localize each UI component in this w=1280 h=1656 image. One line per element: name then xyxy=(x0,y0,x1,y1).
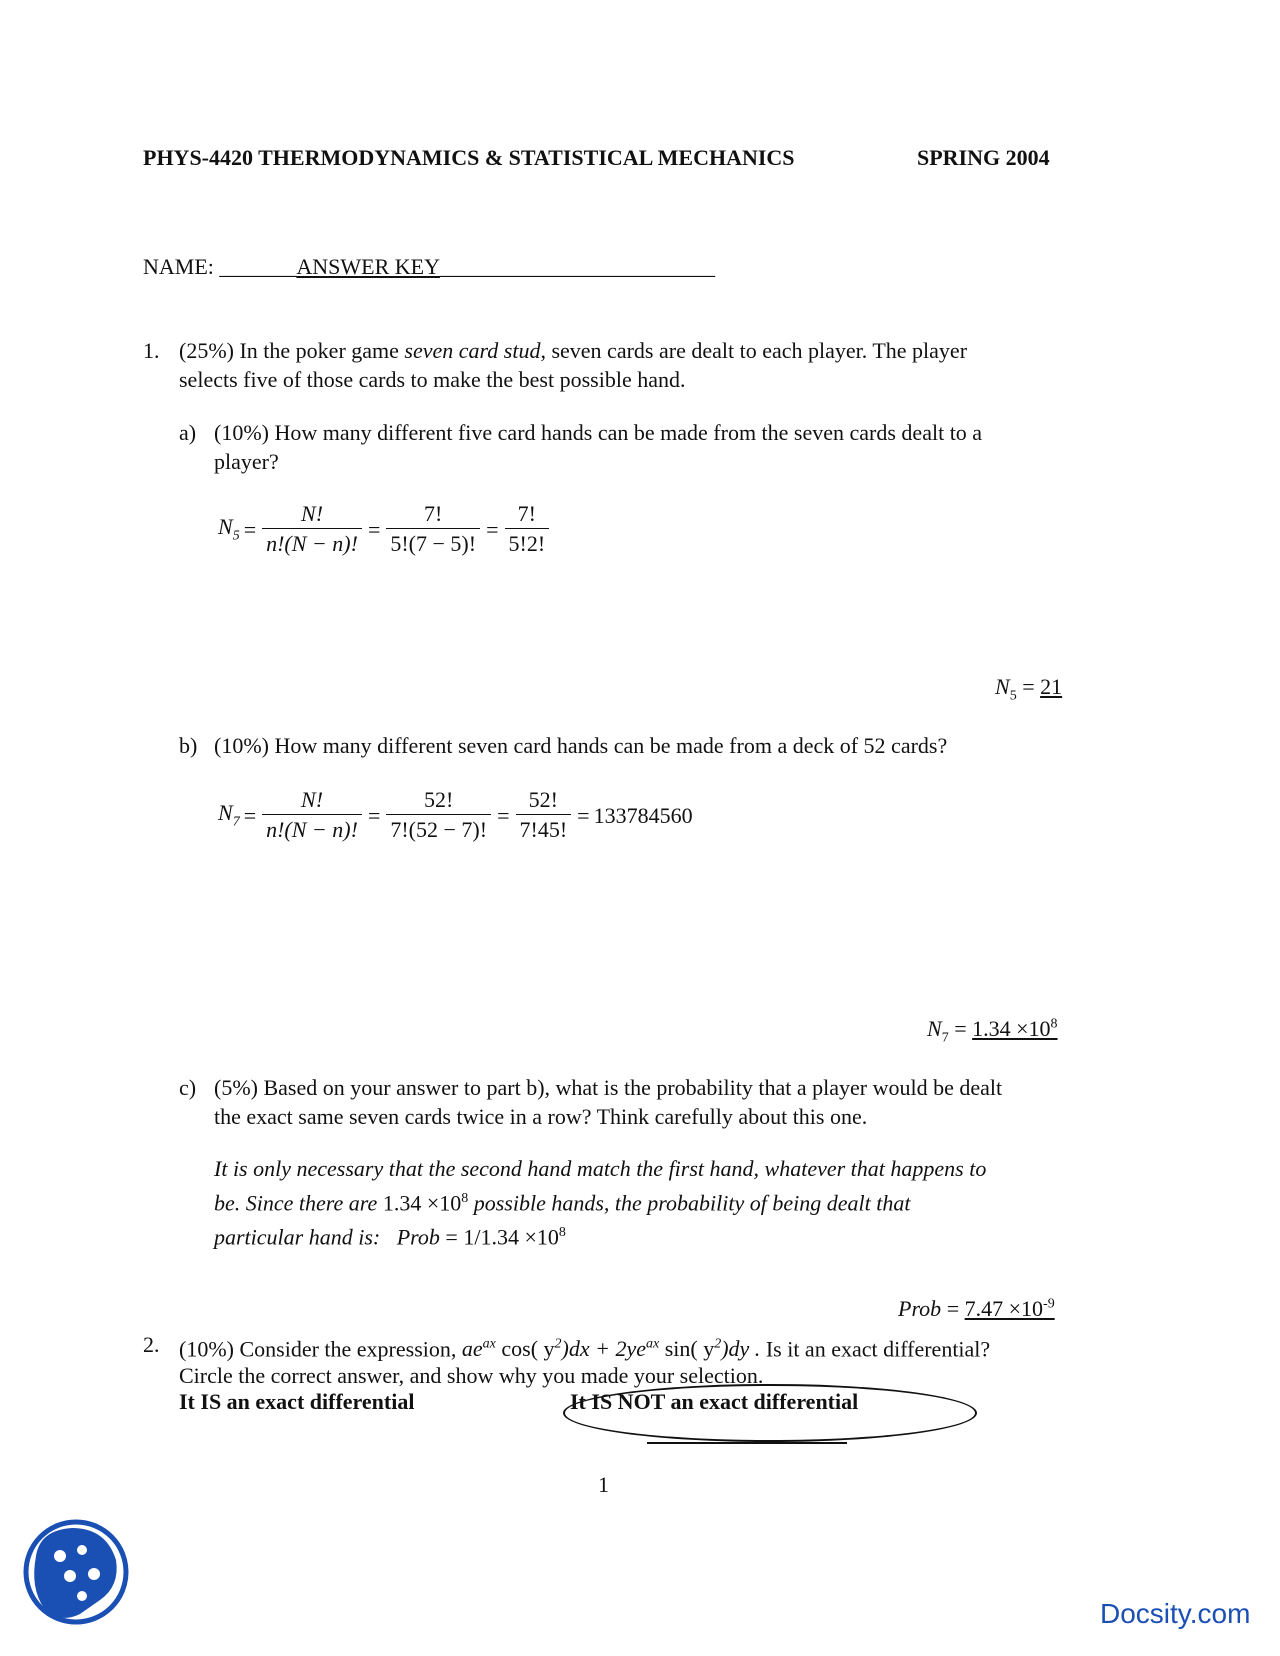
q1-intro-line2: selects five of those cards to make the best possible hand. xyxy=(179,367,686,392)
q1a-text-line1: (10%) How many different five card hands can be made from the seven cards dealt to a xyxy=(214,420,983,445)
q1a-fraction-2: $\frac{7!}{5!(7 - 5)!}$ xyxy=(386,500,480,559)
q2-option-is-not-exact[interactable]: It IS NOT an exact differential xyxy=(570,1389,859,1414)
q1c-text-line1: (5%) Based on your answer to part b), what is the probability that a player would be dealt xyxy=(214,1075,1003,1100)
docsity-logo-icon xyxy=(20,1516,132,1628)
q1c-text xyxy=(214,1073,1002,1131)
name-label: NAME: xyxy=(143,254,214,279)
q1c-exp-line1: It is only necessary that the second hand match the first hand, whatever that happens to xyxy=(214,1156,987,1181)
docsity-watermark[interactable]: Docsity.com xyxy=(1100,1598,1251,1629)
q1b-text: (10%) How many different seven card hands can be made from a deck of 52 cards? xyxy=(214,733,948,758)
q2-option-is-exact[interactable]: It IS an exact differential xyxy=(179,1389,415,1414)
name-line xyxy=(143,254,715,280)
q1b-fraction-3: $\frac{52!}{7!45!}$ xyxy=(516,786,572,845)
q1c-answer: Prob = $7.47 \times 10^{-9}$ xyxy=(898,1296,1055,1321)
course-title: PHYS-4420 THERMODYNAMICS & STATISTICAL MECHANICS xyxy=(143,145,795,170)
q1a-answer: $N_5 = 21$ xyxy=(995,674,1063,704)
term-label: SPRING 2004 xyxy=(917,145,1050,170)
q1b-answer-value: $1.34 \times 10^8$ xyxy=(972,1016,1058,1041)
q1b-answer: $N_7 = 1.34 \times 10^8$ xyxy=(927,1016,1058,1046)
q1c-answer-value: $7.47 \times 10^{-9}$ xyxy=(964,1296,1055,1321)
q2-expression: $ae^{ax}$ cos( $y^2)dx + 2ye^{ax}$ sin( $y^2)dy$ . xyxy=(461,1336,761,1362)
q1c-explanation: It is only necessary that the second hand match the first hand, whatever that happens to be. Since there are $1.34 \times 10^8$ possible hands, the probability of being dealt that particular hand is: Prob = $1/1.34 \times 10^8$ xyxy=(214,1156,987,1250)
q1a-fraction-1: $\frac{N!}{n!(N - n)!}$ xyxy=(262,500,362,559)
q2-number: 2. xyxy=(143,1332,160,1357)
q1-number: 1. xyxy=(143,338,160,363)
page-number: 1 xyxy=(598,1472,609,1497)
q1b-eq-lhs: $N_7$ xyxy=(218,800,240,830)
name-value: ANSWER KEY xyxy=(296,254,440,279)
q1b-equation: $N_7$ = $\frac{N!}{n!(N - n)!}$ = $\frac{52!}{7!(52 - 7)!}$ = $\frac{52!}{7!45!}$ = 133784560 xyxy=(218,786,693,845)
name-blank: _______ xyxy=(219,254,297,279)
q1a-answer-value: 21 xyxy=(1040,674,1063,699)
q1c-text-line2: the exact same seven cards twice in a row? Think carefully about this one. xyxy=(214,1104,868,1129)
q1-intro-italic: seven card stud xyxy=(404,338,541,363)
q2-strike-mark xyxy=(647,1442,847,1444)
q1a-fraction-3: $\frac{7!}{5!2!}$ xyxy=(505,500,550,559)
q1b-result: 133784560 xyxy=(593,802,693,828)
q1a-text-line2: player? xyxy=(214,449,279,474)
q1-intro-pre: (25%) In the poker game xyxy=(179,338,405,363)
q1b-fraction-1: $\frac{N!}{n!(N - n)!}$ xyxy=(262,786,362,845)
q2-text: (10%) Consider the expression, $ae^{ax}$ cos( $y^2)dx + 2ye^{ax}$ sin( $y^2)dy$ . Is it an exact differential? xyxy=(179,1336,991,1362)
q1a-equation: $N_5$ = $\frac{N!}{n!(N - n)!}$ = $\frac{7!}{5!(7 - 5)!}$ = $\frac{7!}{5!2!}$ xyxy=(218,500,551,559)
q2-instruction: Circle the correct answer, and show why you made your selection. xyxy=(179,1363,764,1388)
q1-intro-post: , seven cards are dealt to each player. The player xyxy=(540,338,968,363)
q1a-label: a) xyxy=(179,420,197,445)
q1c-label: c) xyxy=(179,1075,197,1100)
q1-intro xyxy=(179,336,967,394)
q1a-eq-lhs: $N_5$ xyxy=(218,514,240,544)
q1b-fraction-2: $\frac{52!}{7!(52 - 7)!}$ xyxy=(386,786,491,845)
q1b-label: b) xyxy=(179,733,198,758)
q1a-text xyxy=(214,418,982,476)
name-blank-after: _________________________ xyxy=(440,254,715,279)
